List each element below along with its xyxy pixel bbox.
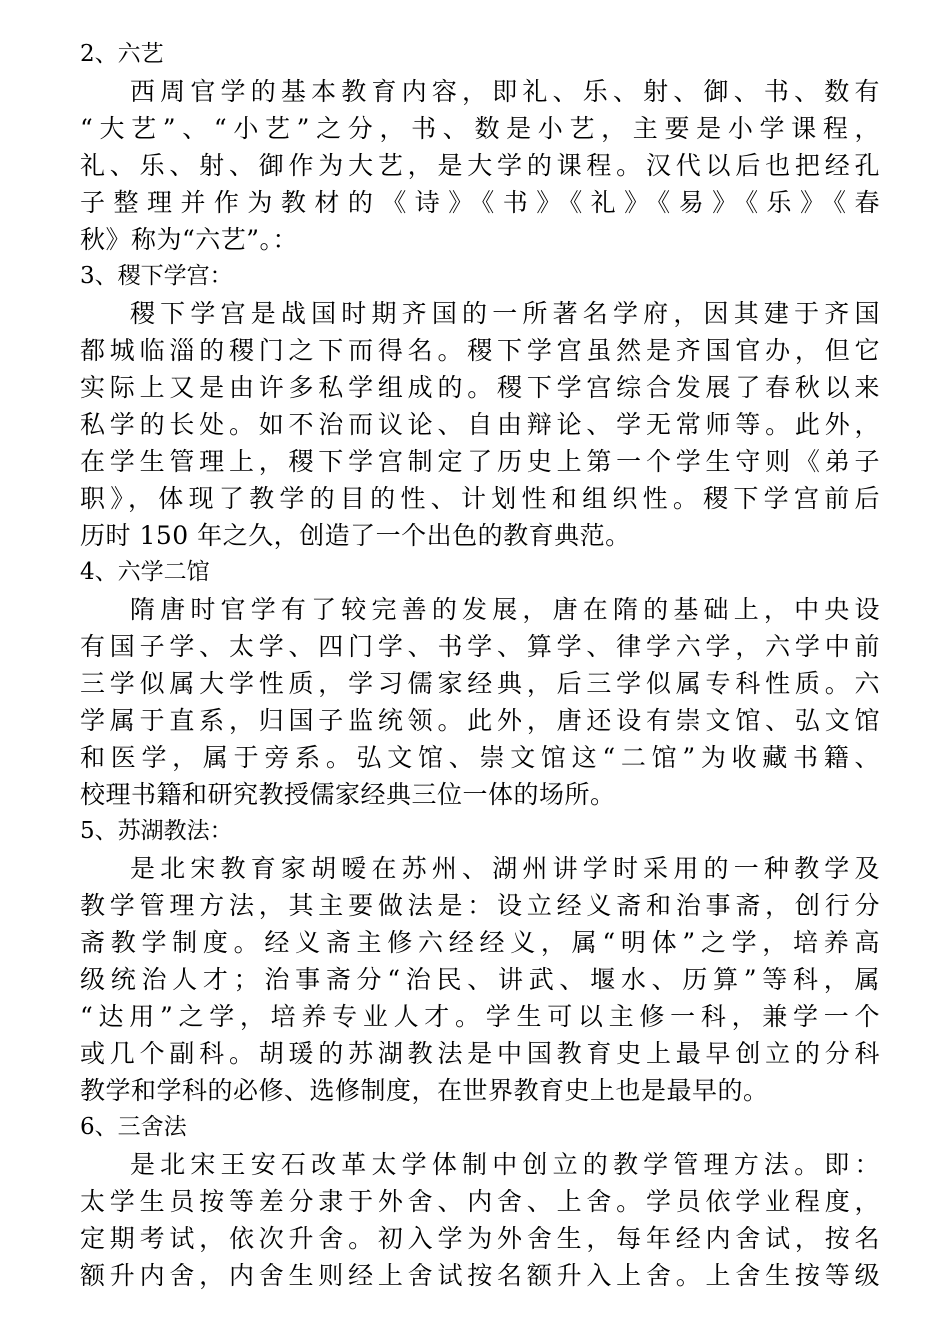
- text-line: 三学似属大学性质，学习儒家经典，后三学似属专科性质。六: [80, 669, 880, 698]
- section-body: [80, 295, 880, 554]
- text-line: 西周官学的基本教育内容，即礼、乐、射、御、书、数有: [130, 77, 880, 106]
- text-line: 是北宋教育家胡暧在苏州、湖州讲学时采用的一种教学及: [130, 854, 880, 883]
- section-jixia-xuegong: [80, 258, 880, 554]
- section-liuxue-erguan: [80, 554, 880, 813]
- text-line: 教学和学科的必修、选修制度，在世界教育史上也是最早的。: [80, 1076, 769, 1105]
- text-line: “达用”之学，培养专业人才。学生可以主修一科，兼学一个: [80, 1002, 880, 1031]
- section-heading: 6、三舍法: [80, 1114, 187, 1140]
- text-line: 有国子学、太学、四门学、书学、算学、律学六学，六学中前: [80, 632, 880, 661]
- section-body: [80, 850, 880, 1109]
- text-line: 校理书籍和研究教授儒家经典三位一体的场所。: [80, 780, 616, 809]
- section-suhu-jiaofa: [80, 813, 880, 1109]
- text-line: 学属于直系，归国子监统领。此外，唐还设有崇文馆、弘文馆: [80, 706, 880, 735]
- section-liuyi: [80, 36, 880, 258]
- section-heading: 5、苏湖教法：: [80, 818, 233, 844]
- section-body: [80, 591, 880, 813]
- text-line: 在学生管理上，稷下学宫制定了历史上第一个学生守则《弟子: [80, 447, 880, 476]
- section-body: [80, 73, 880, 258]
- text-line: 职》，体现了教学的目的性、计划性和组织性。稷下学宫前后: [80, 484, 880, 513]
- text-line: 教学管理方法，其主要做法是：设立经义斋和治事斋，创行分: [80, 891, 880, 920]
- text-line: 稷下学宫是战国时期齐国的一所著名学府，因其建于齐国: [130, 299, 880, 328]
- section-heading: 3、稷下学宫：: [80, 263, 233, 289]
- text-line: 定期考试，依次升舍。初入学为外舍生，每年经内舍试，按名: [80, 1224, 880, 1253]
- text-line: 私学的长处。如不治而议论、自由辩论、学无常师等。此外，: [80, 410, 880, 439]
- text-line: 都城临淄的稷门之下而得名。稷下学宫虽然是齐国官办，但它: [80, 336, 880, 365]
- text-line: 子整理并作为教材的《诗》《书》《礼》《易》《乐》《春: [80, 188, 880, 217]
- text-line: 斋教学制度。经义斋主修六经经义，属“明体”之学，培养高: [80, 928, 880, 957]
- section-sanshe-fa: [80, 1109, 880, 1294]
- section-heading: 4、六学二馆: [80, 559, 210, 585]
- text-line: 额升内舍，内舍生则经上舍试按名额升入上舍。上舍生按等级: [80, 1261, 880, 1290]
- text-line: 和医学，属于旁系。弘文馆、崇文馆这“二馆”为收藏书籍、: [80, 743, 880, 772]
- text-line: 实际上又是由许多私学组成的。稷下学宫综合发展了春秋以来: [80, 373, 880, 402]
- text-line: 或几个副科。胡瑗的苏湖教法是中国教育史上最早创立的分科: [80, 1039, 880, 1068]
- text-line: 级统治人才；治事斋分“治民、讲武、堰水、历算”等科，属: [80, 965, 880, 994]
- section-heading: 2、六艺: [80, 41, 164, 67]
- text-line: 太学生员按等差分隶于外舍、内舍、上舍。学员依学业程度，: [80, 1187, 880, 1216]
- text-line: 礼、乐、射、御作为大艺，是大学的课程。汉代以后也把经孔: [80, 151, 880, 180]
- text-line: 秋》称为“六艺”。：: [80, 225, 299, 254]
- text-line: 历时 150 年之久，创造了一个出色的教育典范。: [80, 521, 631, 550]
- section-body: [80, 1146, 880, 1294]
- text-line: 是北宋王安石改革太学体制中创立的教学管理方法。即：: [130, 1150, 880, 1179]
- text-line: “大艺”、“小艺”之分，书、数是小艺，主要是小学课程，: [80, 114, 880, 143]
- document-page: [80, 36, 880, 1294]
- text-line: 隋唐时官学有了较完善的发展，唐在隋的基础上，中央设: [130, 595, 880, 624]
